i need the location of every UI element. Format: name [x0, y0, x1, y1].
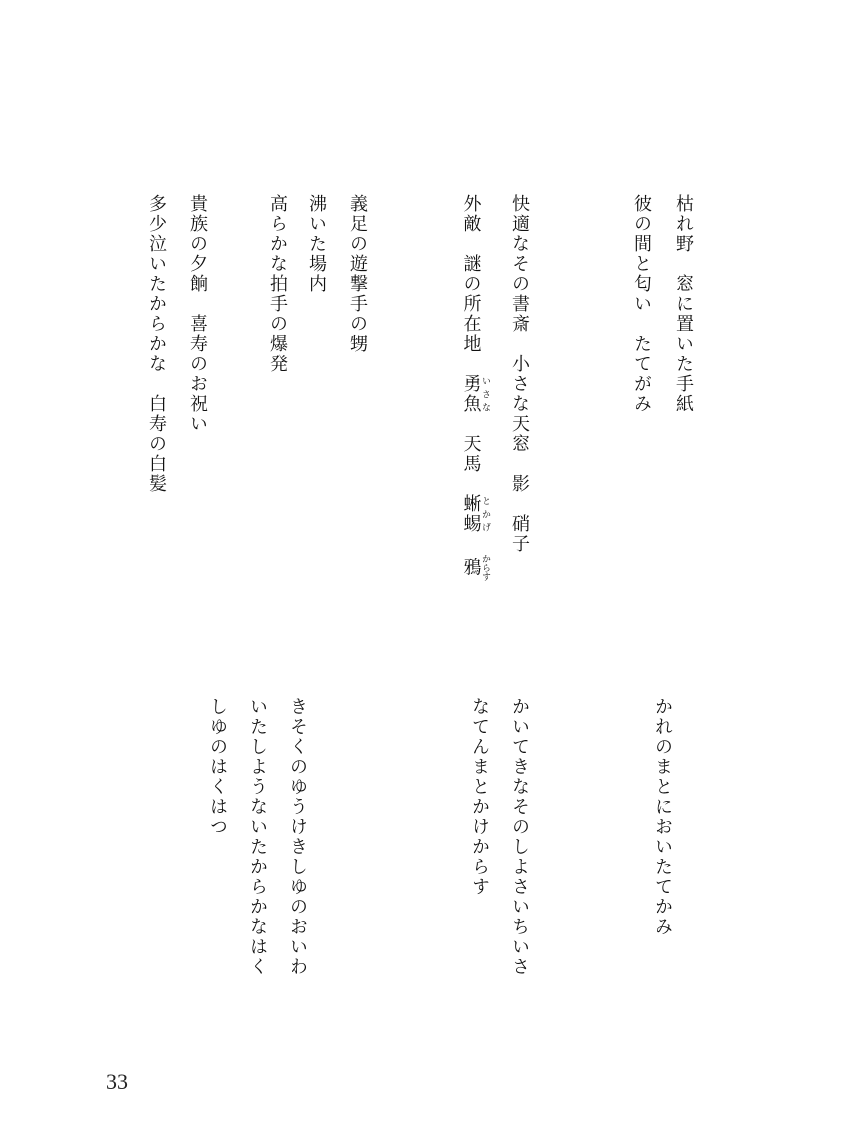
reading-line-1: かれのまとにおいたてかみ: [652, 697, 673, 937]
poem-line-9-a: 多少泣いたからかな: [146, 194, 167, 374]
poem-line-4-a: 外敵: [460, 194, 482, 234]
poem-line-7: 高らかな拍手の爆発: [267, 194, 288, 374]
poem-line-2-a: 彼の間と匂い: [631, 194, 652, 314]
poem-line-2: [630, 194, 652, 414]
poem-line-1: [672, 194, 694, 414]
reading-line-5: いたしようないたからかなはく: [247, 697, 268, 977]
poem-line-9: [145, 194, 167, 494]
poem-line-8: [186, 194, 208, 434]
poem-line-2-b: たてがみ: [631, 334, 652, 414]
poem-line-4: [460, 194, 490, 581]
poem-line-5: 義足の遊撃手の甥: [347, 194, 368, 354]
poem-line-3-a: 快適なその書斎: [509, 194, 530, 334]
ruby-karasu: 鴉からす: [460, 554, 490, 581]
poem-line-1-a: 枯れ野: [673, 194, 694, 254]
poem-line-4-b: 謎の所在地: [460, 254, 482, 354]
poem-line-9-b: 白寿の白髪: [146, 394, 167, 494]
page-number: 33: [106, 1069, 128, 1094]
poem-line-8-b: 喜寿のお祝い: [187, 314, 208, 434]
poem-line-8-a: 貴族の夕餉: [187, 194, 208, 294]
poem-line-3-b: 小さな天窓: [509, 354, 530, 454]
reading-line-2: かいてきなそのしよさいちいさ: [509, 697, 530, 977]
poem-line-3-c: 影: [509, 474, 530, 494]
poem-line-3-d: 硝子: [509, 514, 530, 554]
reading-line-3: なてんまとかけからす: [469, 697, 490, 897]
poem-line-6: 沸いた場内: [306, 194, 327, 294]
ruby-tokage: 蜥蜴とかげ: [460, 494, 490, 534]
poem-line-3: [508, 194, 530, 554]
ruby-isana: 勇魚いさな: [460, 374, 490, 414]
reading-line-6: しゆのはくはつ: [207, 697, 228, 837]
reading-line-4: きそくのゆうけきしゆのおいわ: [287, 697, 308, 977]
poem-line-4-d: 天馬: [460, 434, 482, 474]
poem-line-1-b: 窓に置いた手紙: [673, 274, 694, 414]
